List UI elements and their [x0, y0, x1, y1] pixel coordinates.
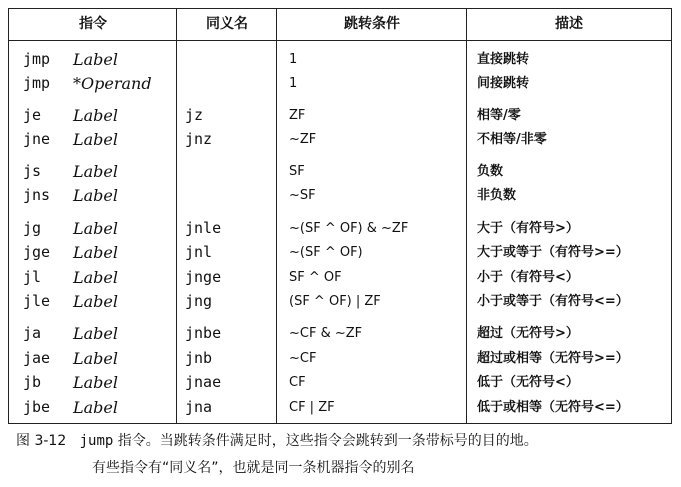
description-cell: 相等/零	[477, 108, 521, 123]
condition-cell: SF ^ OF	[289, 270, 342, 285]
table-row	[9, 103, 671, 128]
instruction-cell: jle	[23, 292, 51, 310]
caption-keyword: jump	[79, 433, 114, 449]
condition-cell: (SF ^ OF) | ZF	[289, 294, 381, 309]
description-cell: 大于（有符号>）	[477, 221, 579, 236]
condition-cell: 1	[289, 76, 298, 91]
condition-cell: ZF	[289, 108, 306, 123]
synonym-cell: jna	[185, 398, 213, 416]
instruction-cell: jae	[23, 349, 51, 367]
synonym-cell: jnz	[185, 130, 213, 148]
operand-cell: Label	[73, 292, 118, 311]
synonym-cell: jnbe	[185, 324, 222, 342]
table-row	[9, 216, 671, 241]
jump-instruction-table	[8, 8, 672, 424]
instruction-cell: je	[23, 106, 42, 124]
figure-number: 图 3-12	[16, 433, 67, 449]
description-cell: 大于或等于（有符号>=）	[477, 245, 629, 260]
synonym-cell: jnle	[185, 219, 222, 237]
table-row	[9, 370, 671, 395]
description-cell: 超过（无符号>）	[477, 326, 579, 341]
condition-cell: CF | ZF	[289, 400, 335, 415]
operand-cell: Label	[73, 268, 118, 287]
synonym-cell: jnge	[185, 268, 222, 286]
description-cell: 直接跳转	[477, 52, 530, 67]
figure-caption-line-1	[16, 430, 538, 450]
operand-cell: Label	[73, 324, 118, 343]
table-row	[9, 321, 671, 346]
condition-cell: SF	[289, 164, 305, 179]
table-row	[9, 71, 671, 96]
instruction-cell: jb	[23, 373, 42, 391]
operand-cell: Label	[73, 373, 118, 392]
synonym-cell: jz	[185, 106, 204, 124]
instruction-cell: ja	[23, 324, 42, 342]
operand-cell: Label	[73, 398, 118, 417]
header-condition: 跳转条件	[344, 16, 400, 32]
instruction-cell: jns	[23, 186, 51, 204]
condition-cell: ~SF	[289, 188, 316, 203]
operand-cell: Label	[73, 50, 118, 69]
table-row	[9, 159, 671, 184]
condition-cell: ~(SF ^ OF)	[289, 245, 363, 260]
operand-cell: Label	[73, 162, 118, 181]
operand-cell: Label	[73, 130, 118, 149]
header-instruction: 指令	[79, 16, 107, 32]
condition-cell: CF	[289, 375, 306, 390]
instruction-cell: js	[23, 162, 42, 180]
description-cell: 超过或相等（无符号>=）	[477, 351, 629, 366]
synonym-cell: jnae	[185, 373, 222, 391]
instruction-cell: jge	[23, 243, 51, 261]
table-row	[9, 395, 671, 420]
operand-cell: *Operand	[73, 74, 152, 93]
table-row	[9, 289, 671, 314]
instruction-cell: jbe	[23, 398, 51, 416]
table-row	[9, 183, 671, 208]
instruction-cell: jmp	[23, 74, 51, 92]
description-cell: 低于（无符号<）	[477, 375, 579, 390]
instruction-cell: jg	[23, 219, 42, 237]
operand-cell: Label	[73, 349, 118, 368]
table-header	[9, 9, 671, 41]
operand-cell: Label	[73, 186, 118, 205]
description-cell: 小于（有符号<）	[477, 270, 579, 285]
table-row	[9, 346, 671, 371]
figure-caption-line-2: 有些指令有“同义名”，也就是同一条机器指令的别名	[92, 460, 415, 476]
description-cell: 负数	[477, 164, 504, 179]
condition-cell: ~ZF	[289, 132, 317, 147]
header-synonym: 同义名	[206, 16, 248, 32]
condition-cell: ~(SF ^ OF) & ~ZF	[289, 221, 409, 236]
operand-cell: Label	[73, 243, 118, 262]
operand-cell: Label	[73, 106, 118, 125]
synonym-cell: jnl	[185, 243, 213, 261]
condition-cell: ~CF	[289, 351, 317, 366]
table-row	[9, 47, 671, 72]
instruction-cell: jmp	[23, 50, 51, 68]
condition-cell: ~CF & ~ZF	[289, 326, 363, 341]
condition-cell: 1	[289, 52, 298, 67]
instruction-cell: jne	[23, 130, 51, 148]
description-cell: 间接跳转	[477, 76, 530, 91]
synonym-cell: jnb	[185, 349, 213, 367]
caption-text: 指令。当跳转条件满足时，这些指令会跳转到一条带标号的目的地。	[117, 433, 538, 449]
instruction-cell: jl	[23, 268, 42, 286]
table-row	[9, 265, 671, 290]
synonym-cell: jng	[185, 292, 213, 310]
operand-cell: Label	[73, 219, 118, 238]
header-description: 描述	[555, 16, 583, 32]
description-cell: 非负数	[477, 188, 517, 203]
table-row	[9, 127, 671, 152]
table-row	[9, 240, 671, 265]
description-cell: 不相等/非零	[477, 132, 547, 147]
description-cell: 小于或等于（有符号<=）	[477, 294, 629, 309]
description-cell: 低于或相等（无符号<=）	[477, 400, 629, 415]
